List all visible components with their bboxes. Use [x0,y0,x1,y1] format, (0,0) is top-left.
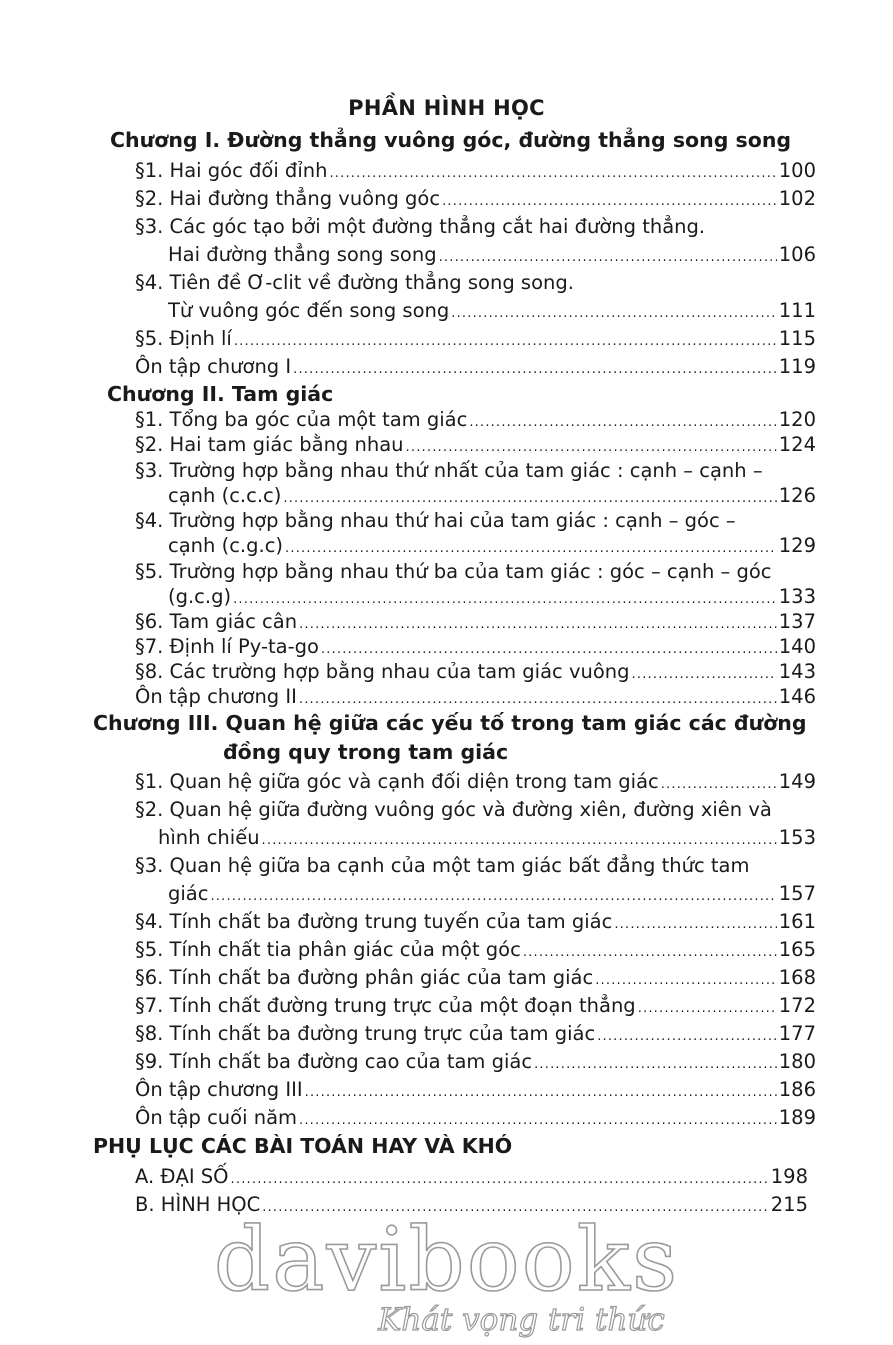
toc-entry-page: 215 [770,1193,808,1216]
toc-entry-label: Ôn tập chương I [135,355,292,378]
toc-entry-page: 161 [778,910,816,933]
dot-leader [262,827,777,855]
toc-entry-page: 149 [778,770,816,793]
dot-leader [299,1107,777,1135]
dot-leader [614,911,776,939]
toc-entry-label: §2. Hai đường thẳng vuông góc [135,187,441,210]
toc-entry[interactable] [135,658,816,686]
toc-entry-label: Hai đường thẳng song song [168,243,437,266]
dot-leader [638,995,777,1023]
toc-entry-line: §4. Tiên đề Ơ-clit về đường thẳng song song. [135,271,574,294]
toc-entry[interactable] [168,297,816,325]
chapter-2-title: Chương II. Tam giác [107,382,334,406]
toc-entry-label: §5. Định lí [135,327,232,350]
toc-entry-label: §6. Tam giác cân [135,610,298,633]
dot-leader [595,967,777,995]
toc-entry-page: 177 [778,1022,816,1045]
toc-entry-label: §1. Tổng ba góc của một tam giác [135,408,468,431]
toc-entry-label: (g.c.g) [168,585,232,608]
toc-entry-page: 172 [778,994,816,1017]
toc-entry[interactable] [135,325,816,353]
toc-entry-line: §4. Trường hợp bằng nhau thứ hai của tam giác : cạnh – góc – [135,509,736,532]
toc-entry[interactable] [168,880,816,908]
toc-entry-page: 119 [778,355,816,378]
toc-entry-line: §3. Các góc tạo bởi một đường thẳng cắt hai đường thẳng. [135,215,706,238]
toc-entry-label: A. ĐẠI SỐ [135,1165,229,1188]
toc-entry-label: §2. Hai tam giác bằng nhau [135,433,404,456]
appendix-title: PHỤ LỤC CÁC BÀI TOÁN HAY VÀ KHÓ [93,1134,513,1158]
toc-entry[interactable] [135,1020,816,1048]
toc-entry-label: §8. Các trường hợp bằng nhau của tam giác vuông [135,660,630,683]
chapter-1-title: Chương I. Đường thẳng vuông góc, đường thẳng song song [110,128,792,152]
toc-entry-page: 165 [778,938,816,961]
toc-entry-label: §7. Định lí Py-ta-go [135,635,319,658]
toc-entry-label: §9. Tính chất ba đường cao của tam giác [135,1050,533,1073]
toc-entry-label: §7. Tính chất đường trung trực của một đoạn thẳng [135,994,636,1017]
dot-leader [534,1051,777,1079]
toc-entry-page: 100 [778,159,816,182]
toc-entry[interactable] [135,1076,816,1104]
toc-entry[interactable] [135,992,816,1020]
dot-leader [451,300,777,328]
toc-entry-label: §6. Tính chất ba đường phân giác của tam giác [135,966,594,989]
toc-entry[interactable] [135,185,816,213]
toc-entry-label: §1. Hai góc đối đỉnh [135,159,328,182]
toc-entry[interactable] [135,1163,808,1191]
toc-entry-page: 115 [778,327,816,350]
dot-leader [234,328,777,356]
toc-entry[interactable] [135,964,816,992]
toc-entry-page: 186 [778,1078,816,1101]
toc-entry[interactable] [168,241,816,269]
toc-entry[interactable] [135,353,816,381]
toc-entry[interactable] [135,768,816,796]
toc-entry-page: 120 [778,408,816,431]
toc-entry-page: 198 [770,1165,808,1188]
section-title: PHẦN HÌNH HỌC [348,96,545,120]
chapter-3-title-continued: đồng quy trong tam giác [223,740,509,764]
toc-entry-page: 140 [778,635,816,658]
toc-entry-page: 180 [778,1050,816,1073]
toc-entry[interactable] [135,1048,816,1076]
toc-entry-page: 143 [778,660,816,683]
toc-entry-page: 124 [778,433,816,456]
dot-leader [293,356,777,384]
toc-entry-label: §5. Tính chất tia phân giác của một góc [135,938,521,961]
toc-entry[interactable] [168,532,816,560]
toc-entry-page: 153 [778,826,816,849]
toc-entry-page: 133 [778,585,816,608]
chapter-3-title: Chương III. Quan hệ giữa các yếu tố trong tam giác các đường [93,711,807,735]
toc-entry[interactable] [168,482,816,510]
toc-entry-label: Ôn tập chương III [135,1078,303,1101]
toc-entry-page: 137 [778,610,816,633]
toc-entry-label: cạnh (c.g.c) [168,534,284,557]
toc-entry[interactable] [135,431,816,459]
toc-entry[interactable] [168,583,816,611]
toc-entry-line: §3. Trường hợp bằng nhau thứ nhất của tam giác : cạnh – cạnh – [135,459,763,482]
toc-entry-label: B. HÌNH HỌC [135,1193,261,1216]
dot-leader [305,1079,777,1107]
toc-entry-line: §2. Quan hệ giữa đường vuông góc và đường xiên, đường xiên và [135,798,772,821]
toc-entry[interactable] [135,936,816,964]
toc-entry-page: 102 [778,187,816,210]
dot-leader [523,939,777,967]
watermark-slogan: Khát vọng tri thức [378,1302,665,1338]
toc-entry[interactable] [135,633,816,661]
toc-entry-page: 111 [778,299,816,322]
dot-leader [231,1166,769,1194]
toc-entry-label: §4. Tính chất ba đường trung tuyến của tam giác [135,910,613,933]
dot-leader [210,883,776,911]
toc-entry-page: 106 [778,243,816,266]
dot-leader [597,1023,777,1051]
toc-entry[interactable] [135,406,816,434]
toc-entry[interactable] [158,824,816,852]
toc-entry-label: §8. Tính chất ba đường trung trực của tam giác [135,1022,596,1045]
toc-entry-line: §5. Trường hợp bằng nhau thứ ba của tam giác : góc – cạnh – góc [135,560,772,583]
toc-entry-page: 146 [778,685,816,708]
toc-entry[interactable] [135,1104,816,1132]
toc-entry-label: giác [168,882,209,905]
toc-entry-label: Ôn tập cuối năm [135,1106,298,1129]
dot-leader [439,244,777,272]
toc-entry[interactable] [135,908,816,936]
toc-entry-label: hình chiếu [158,826,260,849]
toc-entry-line: §3. Quan hệ giữa ba cạnh của một tam giác bất đẳng thức tam [135,854,750,877]
watermark-brand: davibooks [213,1208,680,1311]
toc-entry-label: Từ vuông góc đến song song [168,299,450,322]
toc-entry[interactable] [135,683,816,711]
dot-leader [299,686,777,714]
toc-entry[interactable] [135,157,816,185]
toc-entry-page: 157 [778,882,816,905]
toc-entry-label: cạnh (c.c.c) [168,484,282,507]
dot-leader [661,771,777,799]
toc-entry-page: 189 [778,1106,816,1129]
toc-entry-page: 129 [778,534,816,557]
toc-entry-label: Ôn tập chương II [135,685,297,708]
dot-leader [442,188,777,216]
toc-entry-label: §1. Quan hệ giữa góc và cạnh đối diện trong tam giác [135,770,659,793]
toc-entry[interactable] [135,608,816,636]
toc-entry-page: 168 [778,966,816,989]
dot-leader [329,160,776,188]
toc-entry-page: 126 [778,484,816,507]
